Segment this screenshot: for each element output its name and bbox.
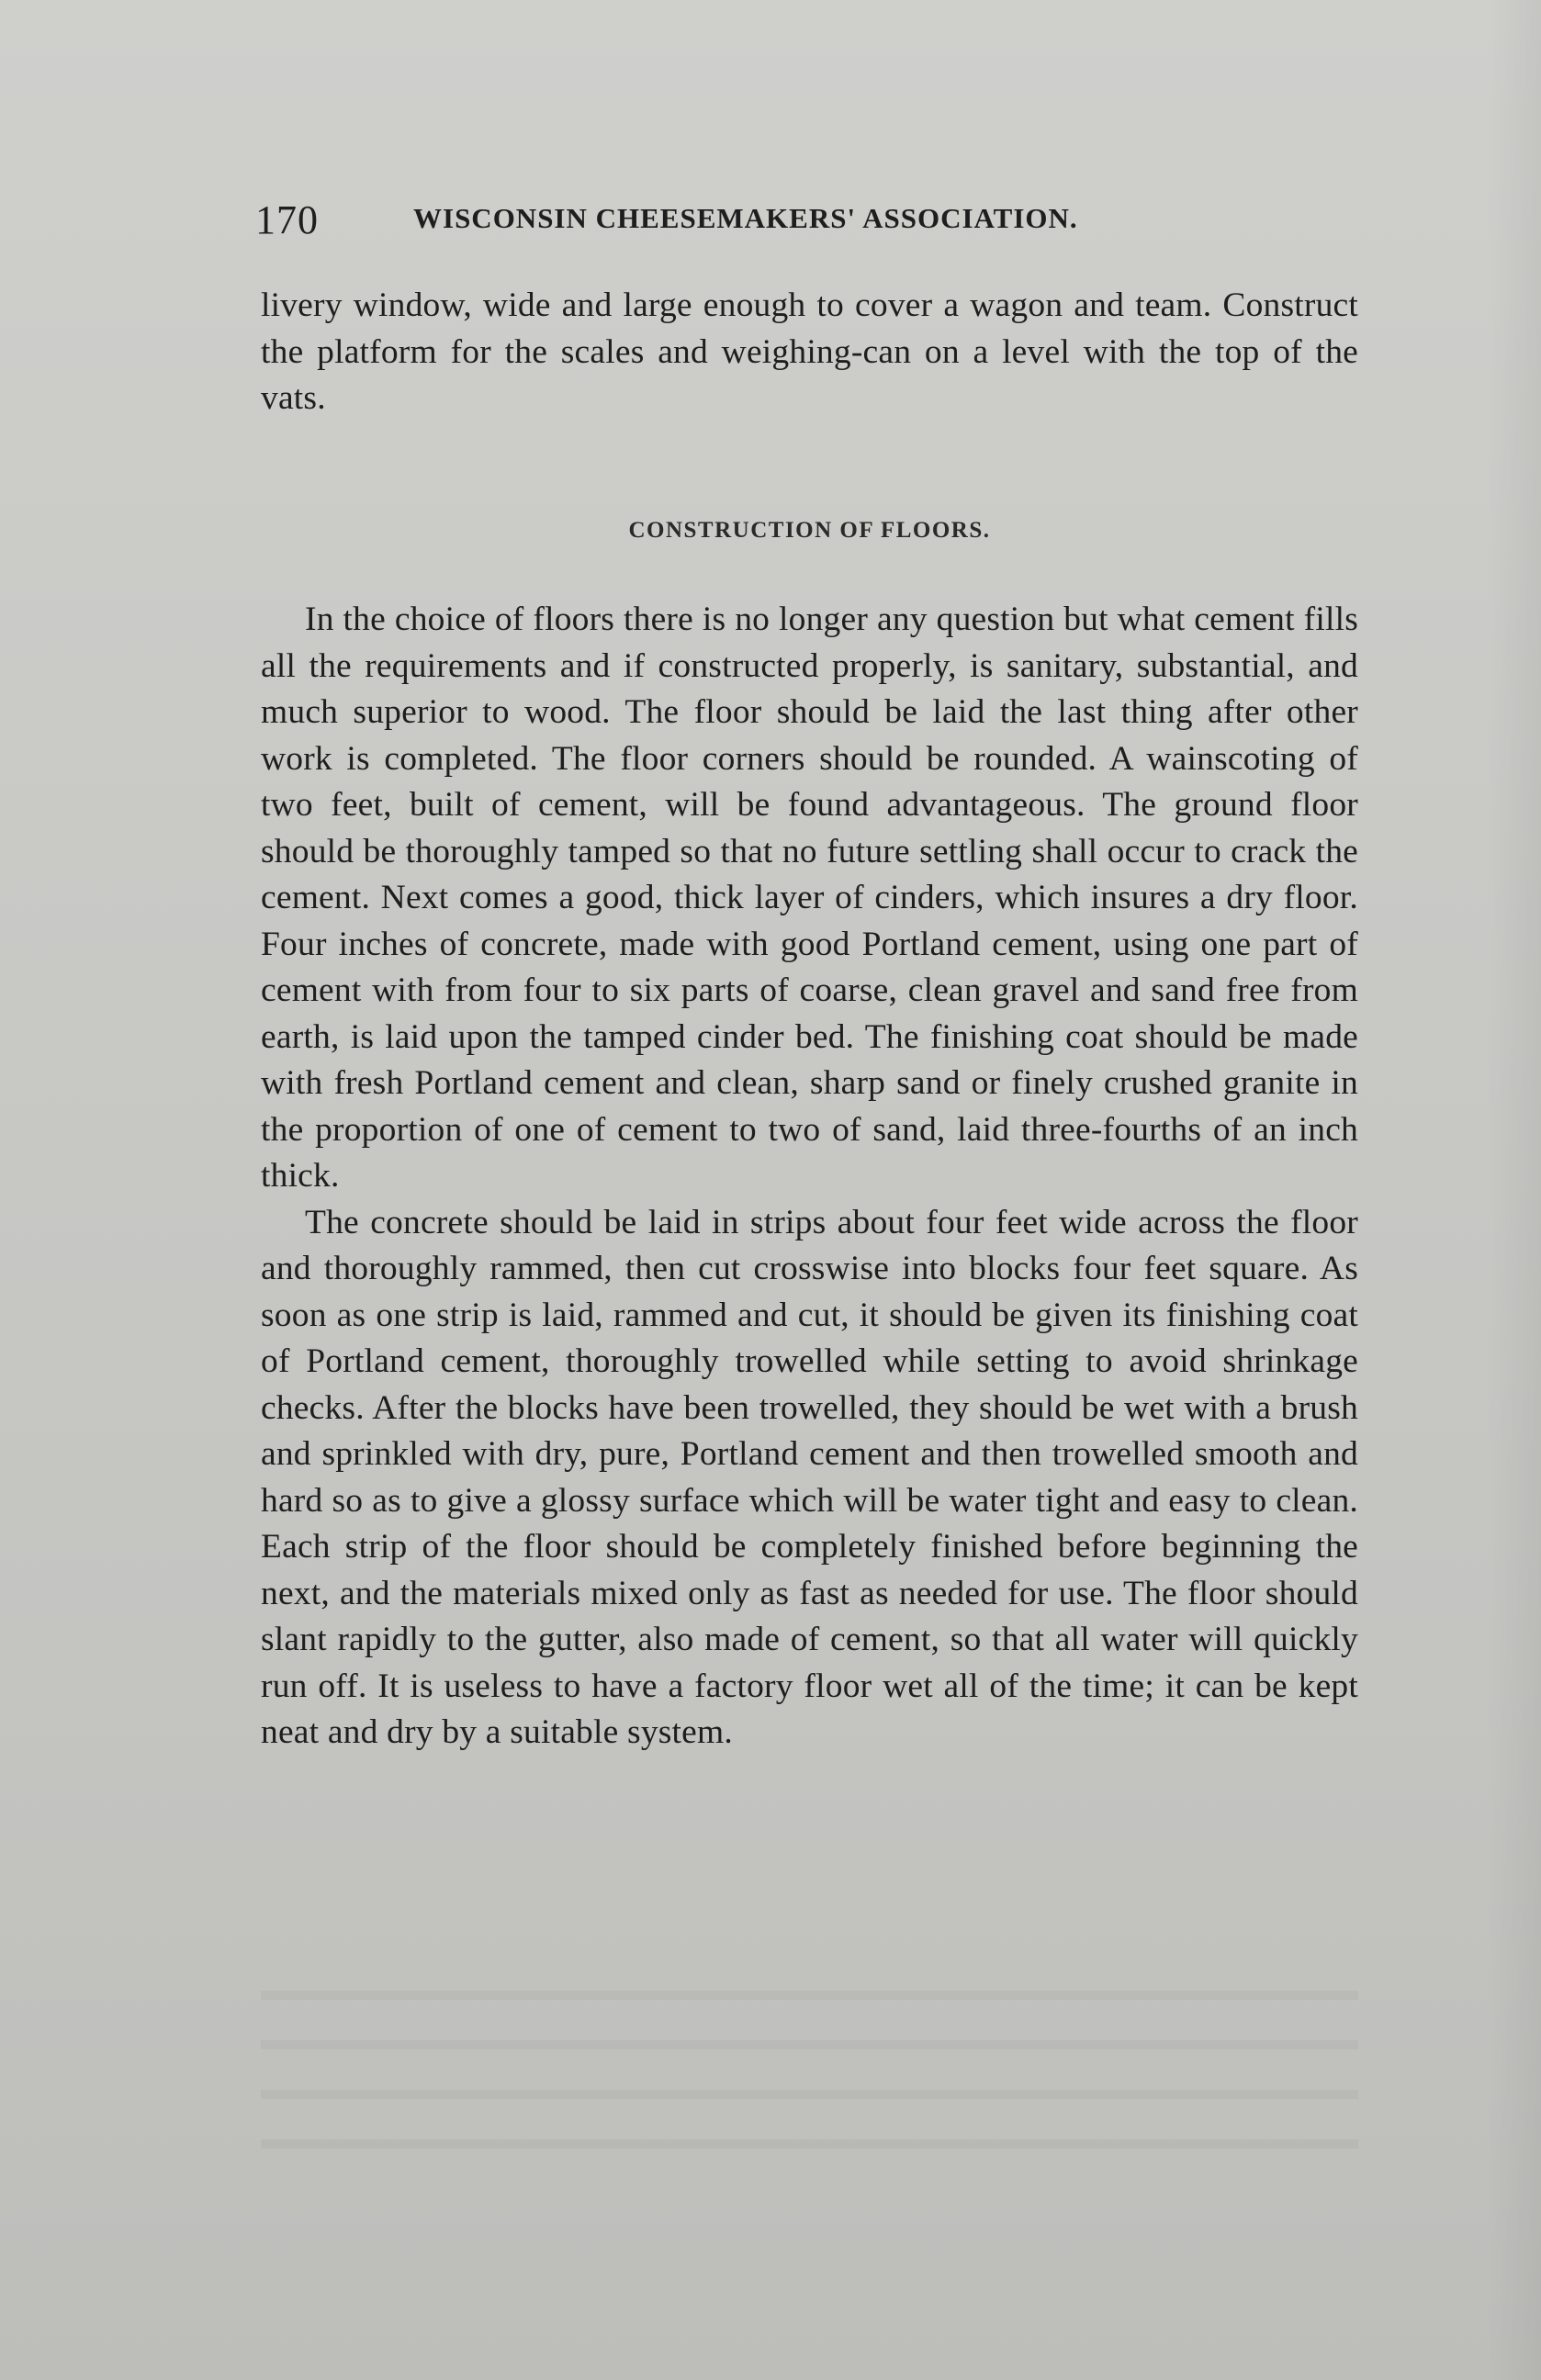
- section-body: [261, 597, 1358, 1757]
- show-through-line: [261, 2040, 1358, 2049]
- intro-paragraph-block: [261, 283, 1358, 422]
- running-head: WISCONSIN CHEESEMAKERS' ASSOCIATION.: [413, 202, 1078, 234]
- body-paragraph-1: In the choice of floors there is no longer any question but what cement fills all the requirements and if constructed properly, is sanitary, substantial, and much superior to wood. The floor should be laid the last thing after other work is completed. The floor corners should be rounded. A wainscoting of two feet, built of cement, will be found advantageous. The ground floor should be thoroughly tamped so that no future settling shall occur to crack the cement. Next comes a good, thick layer of cinders, which insures a dry floor. Four inches of concrete, made with good Portland cement, using one part of cement with from four to six parts of coarse, clean gravel and sand free from earth, is laid upon the tamped cinder bed. The finishing coat should be made with fresh Portland cement and clean, sharp sand or finely crushed granite in the proportion of one of cement to two of sand, laid three-fourths of an inch thick.: [261, 601, 1358, 1195]
- page-number: 170: [255, 197, 319, 242]
- show-through-line: [261, 2139, 1358, 2149]
- section-heading: CONSTRUCTION OF FLOORS.: [628, 518, 991, 543]
- show-through-line: [261, 2090, 1358, 2099]
- intro-paragraph: livery window, wide and large enough to cover a wagon and team. Construct the platform for the scales and weighing-can on a level with the top of the vats.: [261, 286, 1358, 417]
- page-header: [255, 191, 1192, 246]
- show-through-line: [261, 1991, 1358, 2000]
- body-paragraph-2: The concrete should be laid in strips about four feet wide across the floor and thoroughly rammed, then cut crosswise into blocks four feet square. As soon as one strip is laid, rammed and cut, it should be given its finishing coat of Portland cement, thoroughly trowelled while setting to avoid shrinkage checks. After the blocks have been trowelled, they should be wet with a brush and sprinkled with dry, pure, Portland cement and then trowelled smooth and hard so as to give a glossy surface which will be water tight and easy to clean. Each strip of the floor should be completely finished before beginning the next, and the materials mixed only as fast as needed for use. The floor should slant rapidly to the gutter, also made of cement, so that all water will quickly run off. It is useless to have a factory floor wet all of the time; it can be kept neat and dry by a suitable system.: [261, 1203, 1358, 1751]
